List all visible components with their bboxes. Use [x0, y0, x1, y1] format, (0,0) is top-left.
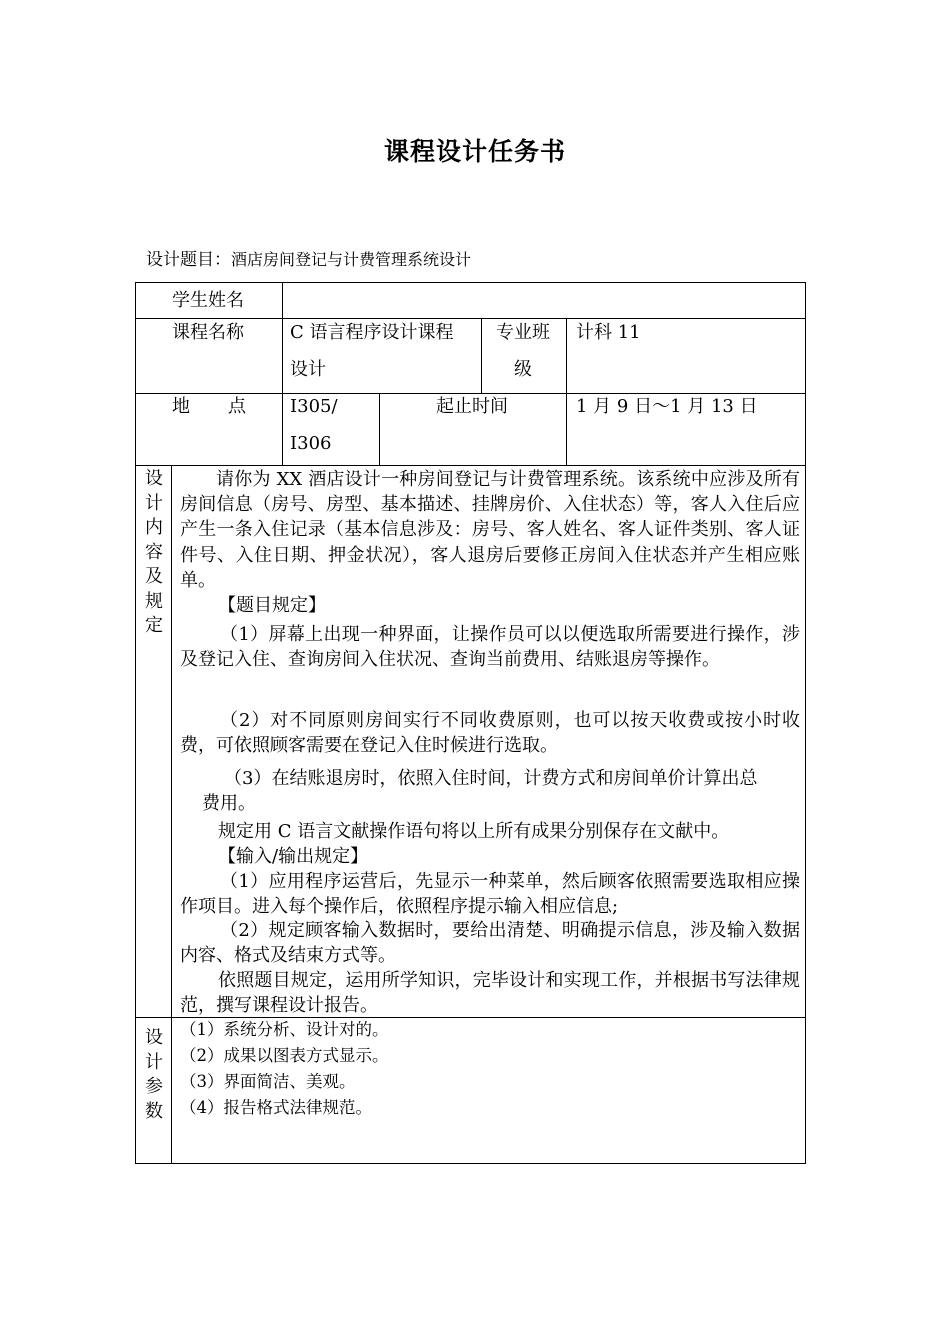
- io-heading: [180, 844, 800, 869]
- content-label-char: 及: [145, 566, 163, 587]
- io-heading-text: 【输入/输出规定】: [218, 846, 369, 867]
- content-label-char: 计: [145, 492, 163, 514]
- params-item: （2）成果以图表方式显示。: [180, 1046, 389, 1065]
- content-label-char: 规: [145, 590, 163, 612]
- location-value-2: I306: [290, 433, 332, 454]
- req2-text: （2）对不同原则房间实行不同收费原则，也可以按天收费或按小时收费，可依照顾客需要在登记入住时候进行选取。: [180, 710, 800, 757]
- content-intro: [180, 467, 800, 593]
- params-label: [136, 1026, 172, 1124]
- req3-line-2: 费用。: [202, 793, 256, 815]
- course-name-value-2: 设计: [290, 359, 326, 380]
- col-divider: [566, 318, 567, 466]
- document-title: 课程设计任务书: [383, 137, 566, 166]
- params-item: （3）界面简洁、美观。: [180, 1072, 356, 1091]
- params-list: [180, 1017, 389, 1121]
- requirement-heading: [180, 593, 800, 618]
- major-class-label-1: 专业班: [496, 322, 550, 343]
- col-divider: [282, 282, 283, 466]
- params-item: （4）报告格式法律规范。: [180, 1098, 372, 1117]
- requirement-2: [180, 708, 800, 758]
- req3-line-1: （3）在结账退房时，依照入住时间，计费方式和房间单价计算出总: [224, 768, 758, 789]
- course-name-label: 课程名称: [172, 322, 244, 343]
- subject-value: 酒店房间登记与计费管理系统设计: [231, 250, 472, 269]
- req-heading-text: 【题目规定】: [218, 595, 326, 616]
- closing-text: 依照题目规定，运用所学知识，完毕设计和实现工作，并根据书写法律规范，撰写课程设计报告。: [180, 970, 800, 1017]
- location-label-2: 点: [228, 396, 246, 417]
- params-label-char: 数: [145, 1100, 163, 1122]
- params-label-char: 设: [145, 1027, 163, 1048]
- file-requirement: [180, 819, 800, 844]
- major-class-label-2: 级: [514, 359, 532, 380]
- row-divider: [135, 465, 806, 466]
- io-requirement-2: [180, 918, 800, 968]
- io-requirement-1: [180, 869, 800, 919]
- design-subject: [146, 245, 471, 270]
- content-label-char: 设: [145, 468, 163, 489]
- major-class-value: 计科 11: [576, 322, 641, 343]
- params-item: （1）系统分析、设计对的。: [180, 1020, 389, 1039]
- content-label-char: 内: [145, 517, 163, 538]
- course-name-value-1: C 语言程序设计课程: [290, 322, 454, 343]
- io2-text: （2）规定顾客输入数据时，要给出清楚、明确提示信息，涉及输入数据内容、格式及结束方式等。: [180, 920, 800, 967]
- location-label-1: 地: [172, 396, 190, 417]
- content-label-char: 容: [145, 541, 163, 563]
- params-label-char: 计: [145, 1051, 163, 1073]
- params-label-char: 参: [145, 1076, 163, 1097]
- content-label: [136, 467, 172, 639]
- requirement-1: [180, 622, 800, 672]
- period-label: 起止时间: [436, 396, 508, 417]
- file-req-text: 规定用 C 语言文献操作语句将以上所有成果分别保存在文献中。: [218, 821, 730, 842]
- subject-label: 设计题目：: [146, 250, 231, 270]
- closing-paragraph: [180, 968, 800, 1018]
- requirement-3: [180, 766, 800, 816]
- location-value-1: I305/: [290, 396, 338, 417]
- io1-text: （1）应用程序运营后，先显示一种菜单，然后顾客依照需要选取相应操作项目。进入每个操作后，依照程序提示输入相应信息;: [180, 871, 800, 918]
- req1-text: （1）屏幕上出现一种界面，让操作员可以以便选取所需要进行操作，涉及登记入住、查询房间入住状况、查询当前费用、结账退房等操作。: [180, 624, 800, 671]
- col-divider: [379, 393, 380, 466]
- intro-paragraph: 请你为 XX 酒店设计一种房间登记与计费管理系统。该系统中应涉及所有房间信息（房号、房型、基本描述、挂牌房价、入住状态）等，客人入住后应产生一条入住记录（基本信息涉及：房号、客人姓名、客人证件类别、客人证件号、入住日期、押金状况），客人退房后要修正房间入住状态并产生相应账单。: [180, 469, 800, 591]
- col-divider: [481, 318, 482, 394]
- period-value: 1 月 9 日～1 月 13 日: [576, 396, 758, 417]
- student-name-label: 学生姓名: [172, 290, 244, 311]
- content-label-char: 定: [145, 615, 163, 636]
